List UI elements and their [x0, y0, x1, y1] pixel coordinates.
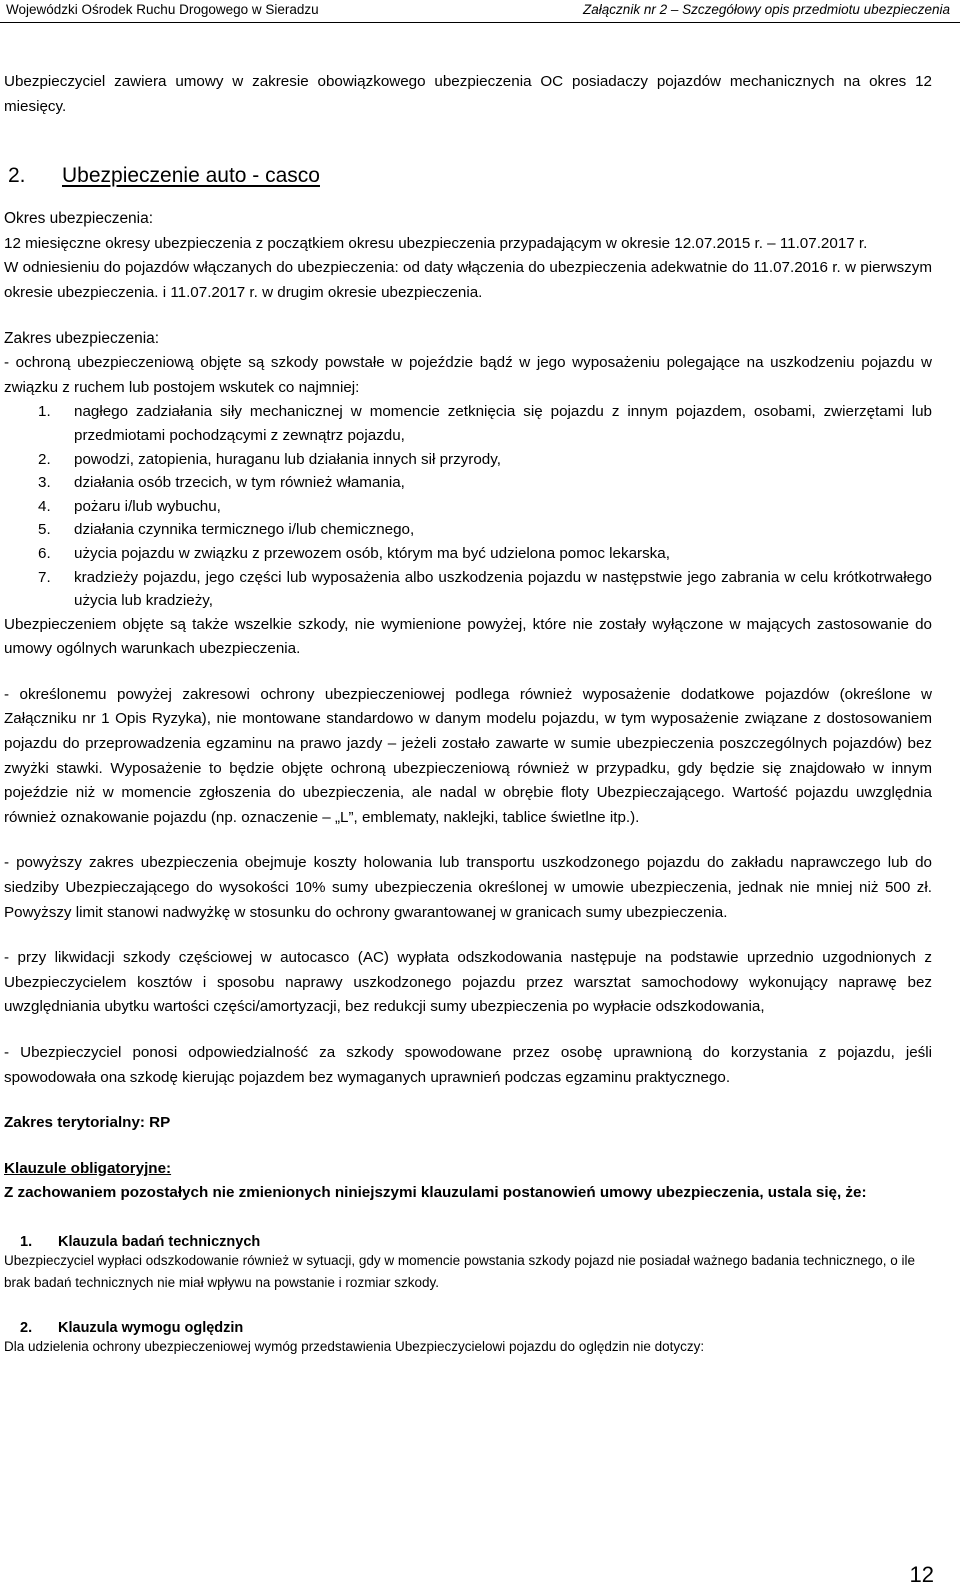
- page-header: [0, 0, 960, 23]
- list-item: 1. nagłego zadziałania siły mechanicznej w momencie zetknięcia się pojazdu z innym pojazdem, osobami, zwierzętami lub przedmiotami pochodzącymi z zewnątrz pojazdu,: [38, 403, 932, 444]
- okres-line-2: W odniesieniu do pojazdów włączanych do ubezpieczenia: od daty włączenia do ubezpieczenia adekwatnie do 11.07.2016 r. w pierwszym okresie ubezpieczenia. i 11.07.2017 r. w drugim okresie ubezpieczenia.: [4, 259, 932, 301]
- clause-text: Ubezpieczyciel wypłaci odszkodowanie również w sytuacji, gdy w momencie powstania szkody pojazd nie posiadał ważnego badania technicznego, o ile brak badań technicznych nie miał wpływu na powstanie i rozmiar szkody.: [4, 1252, 915, 1290]
- list-item: 5. działania czynnika termicznego i/lub chemicznego,: [38, 521, 415, 539]
- clause-heading: 1. Klauzula badań technicznych: [20, 1233, 261, 1250]
- klauzule-intro: Z zachowaniem pozostałych nie zmienionych niniejszymi klauzulami postanowień umowy ubezpieczenia, ustala się, że:: [4, 1184, 867, 1202]
- section-title: Ubezpieczenie auto - casco: [62, 164, 320, 188]
- paragraph-wyposazenie: - określonemu powyżej zakresowi ochrony ubezpieczeniowej podlega również wyposażenie dodatkowe pojazdów (określone w Załączniku nr 1 Opis Ryzyka), nie montowane standardowo w danym modelu pojazdu, w tym wyposażenie związane z dostosowaniem pojazdu do przeprowadzenia egzaminu na prawo jazdy – jeżeli zostało zawarte w sumie ubezpieczenia poszczególnych pojazdów) bez zwyżki stawki. Wyposażenie to będzie objęte ochroną ubezpieczeniową również w przypadku, gdy będzie się znajdowało w innym pojeździe niż w momencie zgłoszenia do ubezpieczenia, ale nadal w obrębie floty Ubezpieczającego. Wartość pojazdu uwzględnia również oznakowanie pojazdu (np. oznaczenie – „L”, emblematy, naklejki, tablice świetlne itp.).: [4, 685, 932, 826]
- header-attachment-title: Załącznik nr 2 – Szczegółowy opis przedmiotu ubezpieczenia: [583, 2, 950, 17]
- list-item: 4. pożaru i/lub wybuchu,: [38, 497, 221, 515]
- zakres-intro: - ochroną ubezpieczeniową objęte są szkody powstałe w pojeździe bądź w jego wyposażeniu polegające na uszkodzeniu pojazdu w związku z ruchem lub postojem wskutek co najmniej:: [4, 354, 932, 396]
- okres-label: Okres ubezpieczenia:: [4, 210, 154, 228]
- list-item: 2. powodzi, zatopienia, huraganu lub działania innych sił przyrody,: [38, 450, 501, 468]
- zakres-after: Ubezpieczeniem objęte są także wszelkie szkody, nie wymienione powyżej, które nie zostały wyłączone w mających zastosowanie do umowy ogólnych warunkach ubezpieczenia.: [4, 615, 932, 658]
- intro-paragraph: Ubezpieczyciel zawiera umowy w zakresie obowiązkowego ubezpieczenia OC posiadaczy pojazdów mechanicznych na okres 12 miesięcy.: [4, 73, 932, 115]
- clause-heading: 2. Klauzula wymogu oględzin: [20, 1319, 244, 1336]
- list-item: 3. działania osób trzecich, w tym również włamania,: [38, 474, 405, 492]
- clause-text: Dla udzielenia ochrony ubezpieczeniowej wymóg przedstawienia Ubezpieczycielowi pojazdu do oględzin nie dotyczy:: [4, 1338, 705, 1354]
- territory-label: Zakres terytorialny: RP: [4, 1114, 171, 1132]
- zakres-label: Zakres ubezpieczenia:: [4, 329, 160, 347]
- document-body: [4, 70, 932, 1358]
- paragraph-holowanie: - powyższy zakres ubezpieczenia obejmuje koszty holowania lub transportu uszkodzonego pojazdu do zakładu naprawczego lub do siedziby Ubezpieczającego do wysokości 10% sumy ubezpieczenia określonej w umowie ubezpieczenia, jednak nie mniej niż 500 zł. Powyższy limit stanowi nadwyżkę w stosunku do ochrony gwarantowanej w granicach sumy ubezpieczenia.: [4, 854, 932, 921]
- okres-line-1: 12 miesięczne okresy ubezpieczenia z początkiem okresu ubezpieczenia przypadającym w okresie 12.07.2015 r. – 11.07.2017 r.: [4, 234, 868, 252]
- section-number: 2.: [8, 164, 26, 188]
- klauzule-label: Klauzule obligatoryjne:: [4, 1159, 172, 1177]
- list-item: 7. kradzieży pojazdu, jego części lub wyposażenia albo uszkodzenia pojazdu w następstwie jego zabrania w celu krótkotrwałego użycia lub kradzieży,: [38, 568, 932, 610]
- header-organization: Wojewódzki Ośrodek Ruchu Drogowego w Sieradzu: [6, 2, 319, 17]
- paragraph-likwidacja: - przy likwidacji szkody częściowej w autocasco (AC) wypłata odszkodowania następuje na podstawie uprzednio uzgodnionych z Ubezpieczycielem kosztów i sposobu naprawy uszkodzonego pojazdu przez warsztat samochodowy wykonujący naprawę bez uwzględniania ubytku wartości części/amortyzacji, bez redukcji sumy ubezpieczenia po wypłacie odszkodowania,: [4, 949, 932, 1016]
- list-item: 6. użycia pojazdu w związku z przewozem osób, którym ma być udzielona pomoc lekarska,: [38, 544, 670, 562]
- section-heading: [8, 163, 932, 189]
- page-number: 12: [909, 1562, 934, 1587]
- zakres-list: [4, 400, 932, 612]
- paragraph-egzamin: - Ubezpieczyciel ponosi odpowiedzialność za szkody spowodowane przez osobę uprawnioną do korzystania z pojazdu, jeśli spowodowała ona szkodę kierując pojazdem bez wymaganych uprawnień podczas egzaminu praktycznego.: [4, 1044, 932, 1086]
